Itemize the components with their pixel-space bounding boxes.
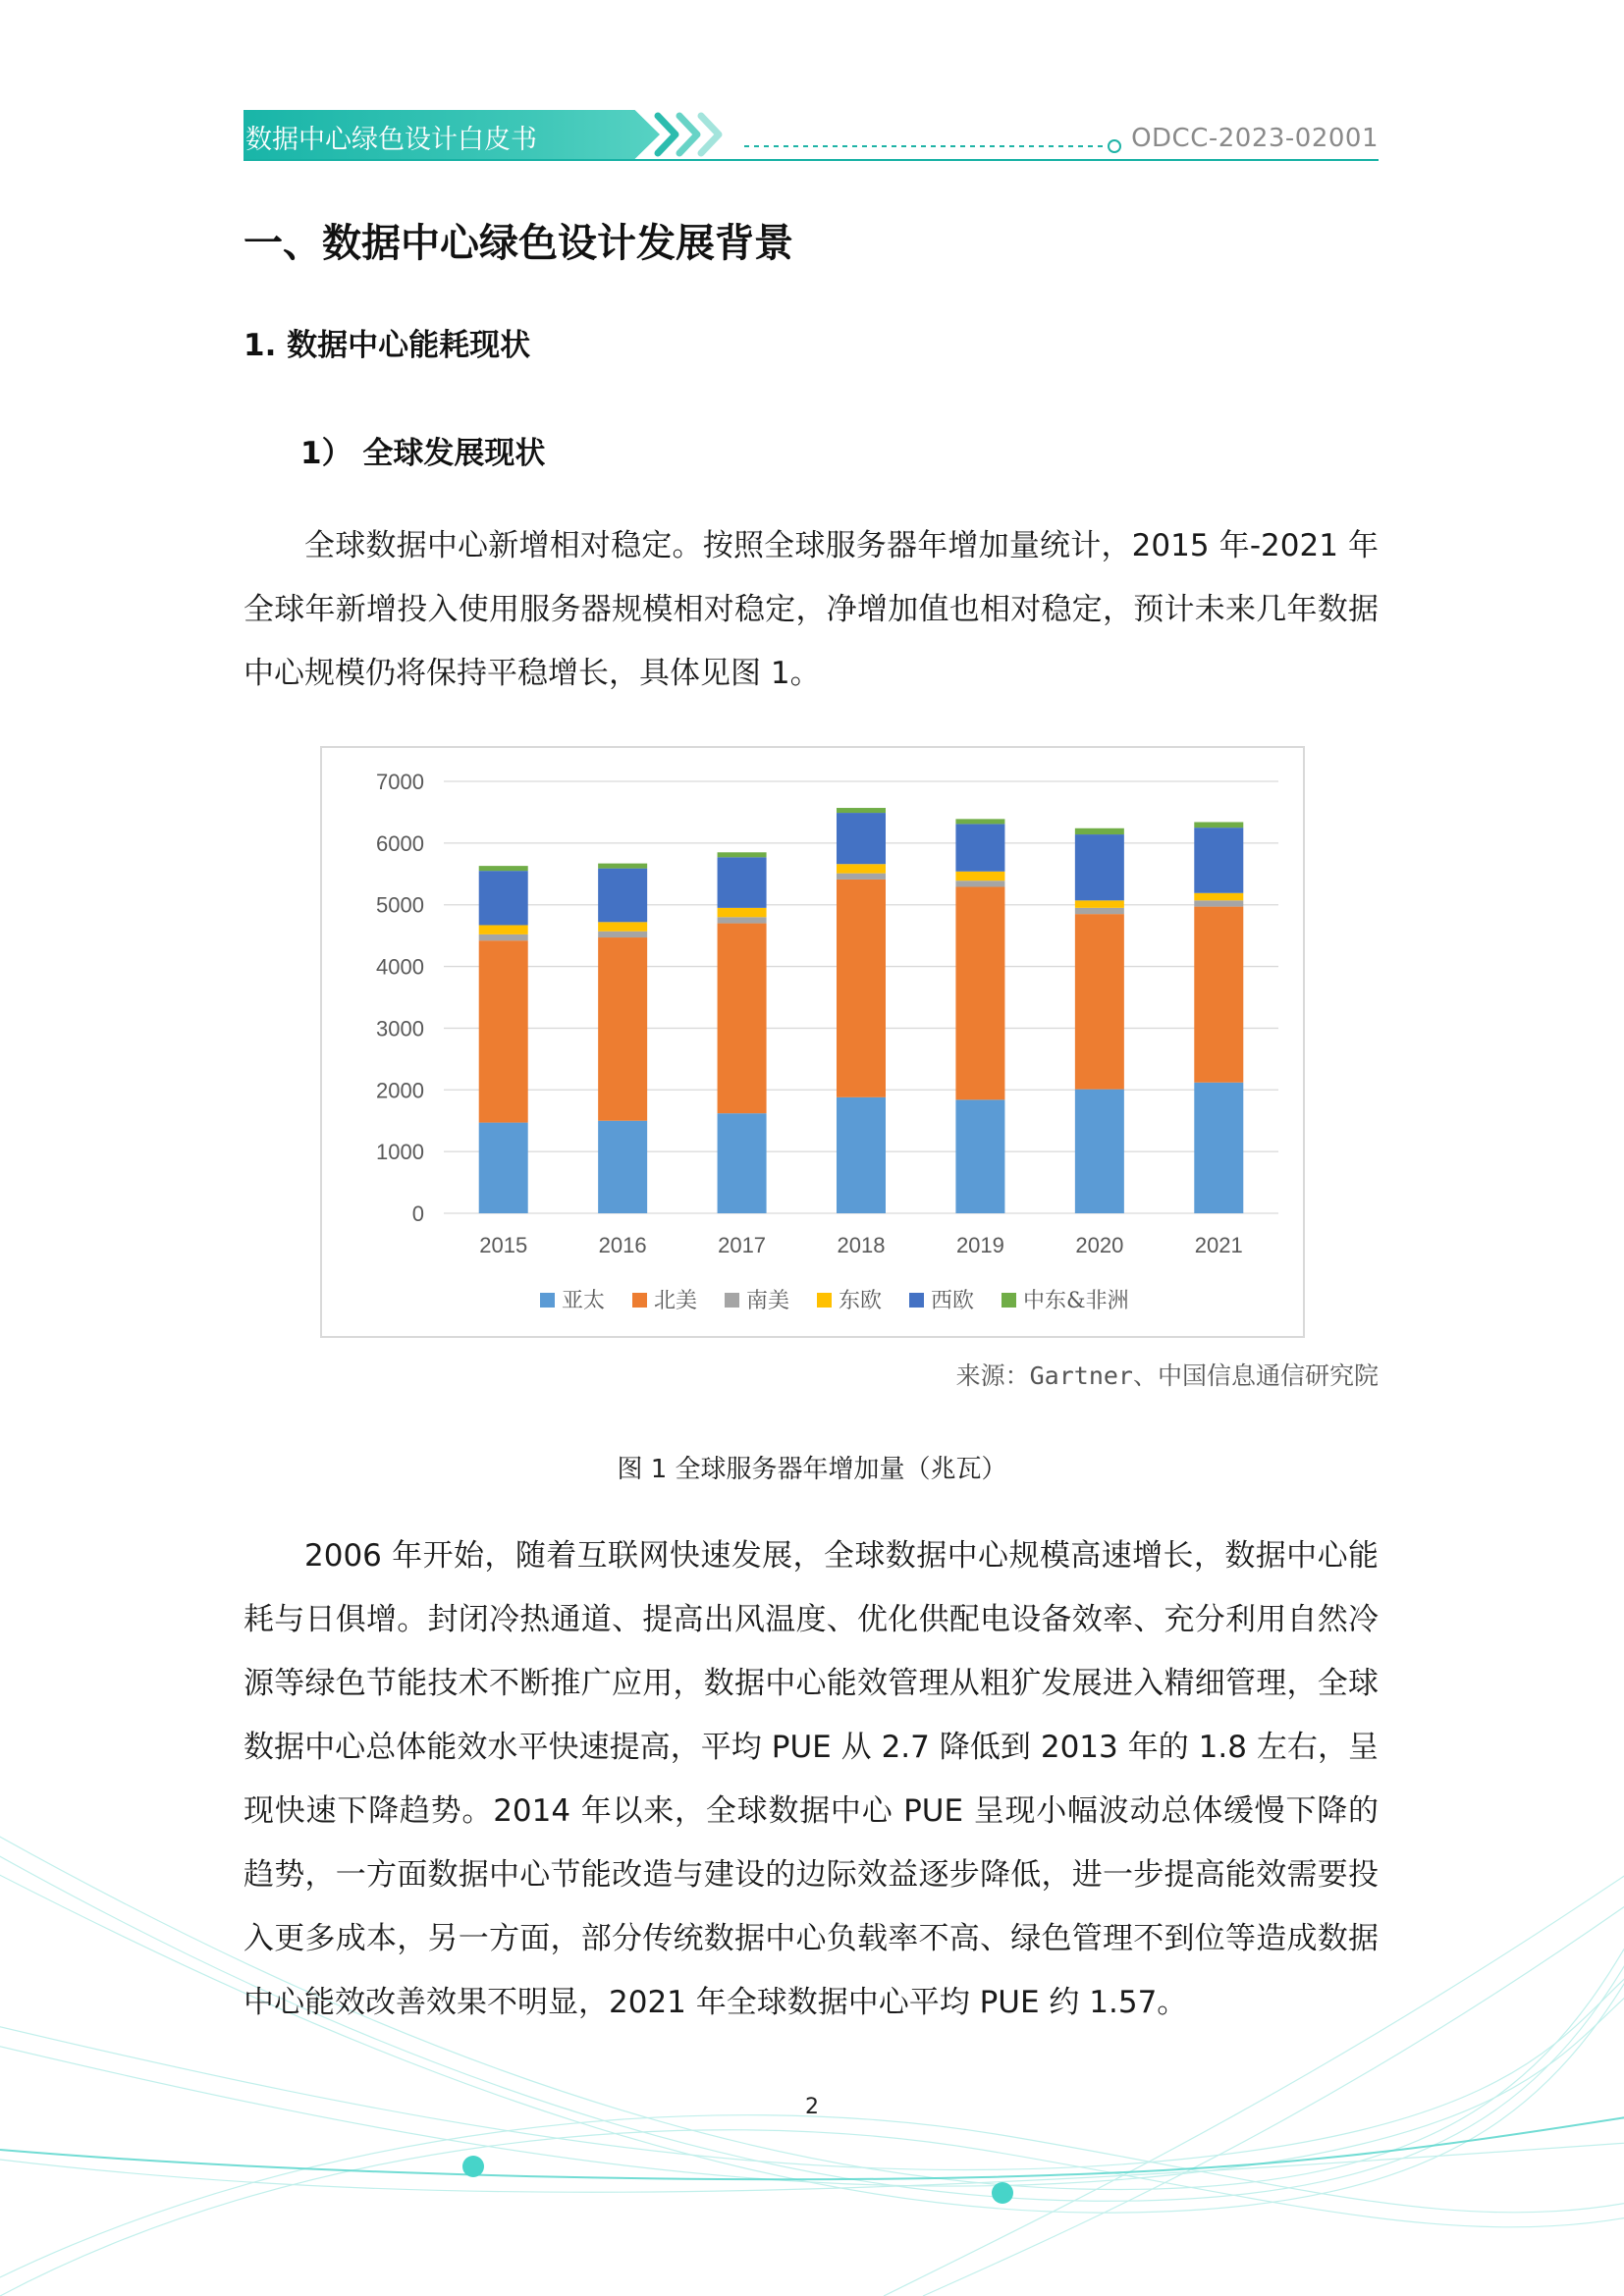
header-divider	[244, 159, 1379, 161]
bar-segment	[955, 881, 1004, 886]
bar-segment	[718, 917, 767, 923]
legend-swatch	[632, 1293, 647, 1308]
bar-segment	[598, 922, 647, 931]
legend-label: 北美	[654, 1289, 698, 1313]
legend-swatch	[725, 1293, 739, 1308]
bar-segment	[718, 852, 767, 857]
subsubsection-heading: 1） 全球发展现状	[300, 436, 546, 471]
bar-segment	[718, 908, 767, 917]
bar-segment	[479, 866, 528, 871]
y-tick-label: 3000	[376, 1016, 424, 1041]
bar-segment	[837, 808, 886, 813]
section-heading: 一、数据中心绿色设计发展背景	[244, 221, 793, 266]
legend-swatch	[540, 1293, 555, 1308]
x-tick-label: 2018	[837, 1233, 886, 1257]
bar-segment	[718, 1113, 767, 1213]
bar-segment	[479, 871, 528, 925]
bar-segment	[1194, 893, 1243, 901]
bar-segment	[479, 934, 528, 940]
bar-segment	[955, 1099, 1004, 1213]
y-tick-label: 0	[411, 1201, 424, 1226]
bar-segment	[837, 880, 886, 1097]
bar-segment	[955, 872, 1004, 881]
legend-label: 南美	[746, 1289, 790, 1313]
header-doc-code: ODCC-2023-02001	[1131, 124, 1379, 153]
header-dotted-line	[744, 137, 1127, 155]
bar-segment	[1075, 908, 1124, 914]
x-tick-label: 2021	[1194, 1233, 1243, 1257]
bar-segment	[1075, 834, 1124, 900]
legend-label: 亚太	[562, 1289, 606, 1313]
legend-label: 中东&非洲	[1023, 1289, 1129, 1313]
legend-label: 西欧	[931, 1289, 975, 1313]
bar-segment	[1194, 907, 1243, 1083]
bar-segment	[479, 1123, 528, 1213]
figure-caption: 图 1 全球服务器年增加量（兆瓦）	[617, 1455, 1007, 1484]
y-tick-label: 6000	[376, 830, 424, 856]
bar-segment	[837, 1097, 886, 1213]
y-tick-label: 7000	[376, 770, 424, 794]
subsection-heading: 1. 数据中心能耗现状	[244, 328, 531, 363]
bar-segment	[1194, 1083, 1243, 1213]
bar-segment	[1075, 914, 1124, 1090]
bar-segment	[598, 1121, 647, 1213]
y-tick-label: 2000	[376, 1078, 424, 1103]
bar-segment	[598, 932, 647, 937]
bar-segment	[479, 925, 528, 934]
bar-segment	[1075, 828, 1124, 834]
bar-segment	[598, 869, 647, 923]
bar-segment	[598, 937, 647, 1121]
body-paragraph-1: 全球数据中心新增相对稳定。按照全球服务器年增加量统计，2015 年-2021 年全球年新增投入使用服务器规模相对稳定，净增加值也相对稳定，预计未来几年数据中心规模仍将保持平稳增长，具体见图 1。	[244, 528, 1379, 691]
body-paragraph-2: 2006 年开始，随着互联网快速发展，全球数据中心规模高速增长，数据中心能耗与日俱增。封闭冷热通道、提高出风温度、优化供配电设备效率、充分利用自然冷源等绿色节能技术不断推广应用，数据中心能效管理从粗犷发展进入精细管理，全球数据中心总体能效水平快速提高，平均 PUE 从 2.7 降低到 2013 年的 1.8 左右，呈现快速下降趋势。2014 年以来，全球数据中心 PUE 呈现小幅波动总体缓慢下降的趋势，一方面数据中心节能改造与建设的边际效益逐步降低，进一步提高能效需要投入更多成本，另一方面，部分传统数据中心负载率不高、绿色管理不到位等造成数据中心能效改善效果不明显，2021 年全球数据中心平均 PUE 约 1.57。	[244, 1538, 1380, 2020]
bar-segment	[598, 864, 647, 869]
bar-segment	[479, 940, 528, 1122]
chart-frame	[320, 746, 1305, 1338]
bar-segment	[1194, 822, 1243, 828]
bar-segment	[955, 886, 1004, 1099]
bar-segment	[1075, 1090, 1124, 1213]
legend-label: 东欧	[839, 1289, 883, 1313]
bar-segment	[1194, 900, 1243, 906]
page-number: 2	[805, 2095, 819, 2119]
decor-dot-left	[462, 2156, 484, 2177]
x-tick-label: 2015	[479, 1233, 528, 1257]
x-tick-label: 2019	[955, 1233, 1004, 1257]
x-tick-label: 2016	[598, 1233, 647, 1257]
bar-segment	[955, 819, 1004, 824]
y-tick-label: 5000	[376, 892, 424, 918]
legend-swatch	[817, 1293, 832, 1308]
bar-segment	[718, 924, 767, 1114]
header-chevrons-decoration	[648, 110, 736, 159]
bar-chart	[322, 748, 1303, 1336]
y-tick-label: 4000	[376, 954, 424, 980]
x-tick-label: 2017	[718, 1233, 767, 1257]
bar-segment	[955, 824, 1004, 871]
header-doc-title: 数据中心绿色设计白皮书	[245, 125, 537, 155]
y-tick-label: 1000	[376, 1140, 424, 1165]
legend-swatch	[1001, 1293, 1016, 1308]
bar-segment	[718, 857, 767, 908]
bar-segment	[837, 813, 886, 864]
bar-segment	[837, 864, 886, 873]
x-tick-label: 2020	[1075, 1233, 1124, 1257]
bar-segment	[1075, 900, 1124, 908]
legend-swatch	[909, 1293, 924, 1308]
bar-segment	[1194, 828, 1243, 893]
bar-segment	[837, 874, 886, 880]
figure-source: 来源：Gartner、中国信息通信研究院	[955, 1362, 1379, 1390]
decor-dot-right	[992, 2182, 1013, 2204]
